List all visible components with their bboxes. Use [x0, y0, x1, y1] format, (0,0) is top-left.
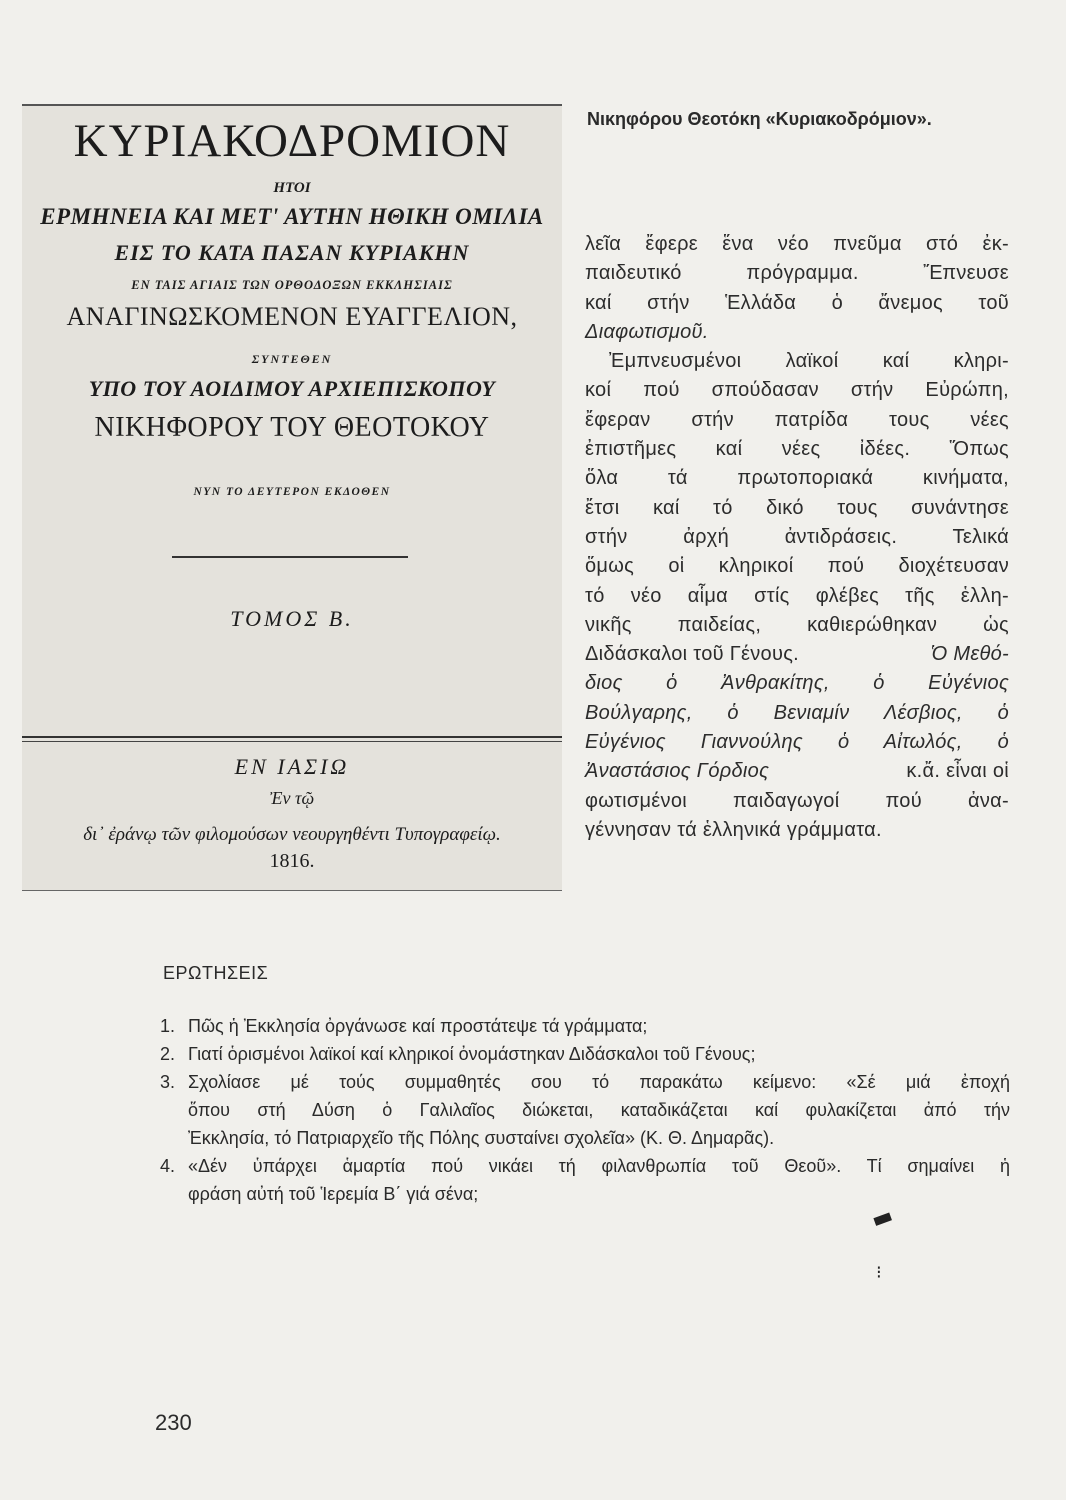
body-line: Βούλγαρης, ὁ Βενιαμίν Λέσβιος, ὁ: [585, 701, 1009, 724]
image-caption: Νικηφόρου Θεοτόκη «Κυριακοδρόμιον».: [587, 109, 932, 129]
question-number: 3.: [160, 1072, 176, 1092]
body-text: [585, 230, 1009, 845]
body-line: φωτισμένοι παιδαγωγοί πού ἀνα-: [585, 789, 1009, 812]
body-line: ἐπιστῆμες καί νέες ἰδέες. Ὅπως: [585, 438, 1009, 461]
title-page-printer: δι᾽ ἐράνῳ τῶν φιλομούσων νεουργηθέντι Τυπογραφείῳ.: [83, 824, 501, 845]
question-item: [160, 1040, 1010, 1068]
title-page-itoi: ΗΤΟΙ: [273, 180, 311, 196]
title-page-rule-thick: [22, 736, 562, 738]
title-page-line-3: ΕΝ ΤΑΙΣ ΑΓΙΑΙΣ ΤΩΝ ΟΡΘΟΔΟΞΩΝ ΕΚΚΛΗΣΙΑΙΣ: [131, 278, 453, 292]
body-line-mixed: [585, 757, 1009, 786]
title-page-line-6: ΥΠΟ ΤΟΥ ΑΟΙΔΙΜΟΥ ΑΡΧΙΕΠΙΣΚΟΠΟΥ: [88, 376, 496, 401]
question-line: ὅπου στή Δύση ὁ Γαλιλαῖος διώκεται, καταδικάζεται καί φυλακίζεται ἀπό τήν: [188, 1100, 1010, 1120]
body-line-part: Ὁ Μεθό-: [930, 643, 1009, 666]
body-line: γέννησαν τά ἑλληνικά γράμματα.: [585, 818, 882, 841]
body-line: καί στήν Ἑλλάδα ὁ ἄνεμος τοῦ: [585, 291, 1009, 314]
question-line: «Δέν ὑπάρχει ἁμαρτία πού νικάει τή φιλανθρωπία τοῦ Θεοῦ». Τί σημαίνει ἡ: [188, 1156, 1010, 1176]
body-line-part: κ.ἄ. εἶναι οἱ: [906, 760, 1009, 783]
title-page-line-5: ΣΥΝΤΕΘΕΝ: [251, 352, 333, 366]
scan-mark: ⁝: [876, 1262, 882, 1283]
title-page-en-to: Ἐν τῷ: [269, 788, 315, 808]
body-line: Εὐγένιος Γιαννούλης ὁ Αἰτωλός, ὁ: [585, 731, 1009, 754]
question-line: Σχολίασε μέ τούς συμμαθητές σου τό παρακάτω κείμενο: «Σέ μιά ἐποχή: [188, 1072, 1010, 1092]
title-page-line-1: ΕΡΜΗΝΕΙΑ ΚΑΙ ΜΕΤ' ΑΥΤΗΝ ΗΘΙΚΗ ΟΜΙΛΙΑ: [40, 204, 544, 229]
question-number: 4.: [160, 1156, 176, 1176]
question-line: Πῶς ἡ Ἐκκλησία ὀργάνωσε καί προστάτεψε τά γράμματα;: [188, 1016, 648, 1036]
question-line: φράση αὐτή τοῦ Ἱερεμία Β΄ γιά σένα;: [188, 1184, 479, 1204]
title-page-main-title: ΚΥΡΙΑΚΟΔΡΟΜΙΟΝ: [73, 115, 511, 167]
title-page-image: [22, 104, 562, 891]
body-line: κοί πού σπούδασαν στήν Εὐρώπη,: [585, 379, 1009, 402]
title-page-divider: [172, 556, 408, 558]
body-line: ὅλα τά πρωτοποριακά κινήματα,: [585, 467, 1009, 490]
title-page-place: ΕΝ ΙΑΣΙΩ: [234, 754, 350, 779]
title-page-year: 1816.: [269, 850, 315, 872]
body-line-part: Ἀναστάσιος Γόρδιος: [585, 760, 770, 783]
body-line: λεῖα ἔφερε ἕνα νέο πνεῦμα στό ἐκ-: [585, 233, 1009, 255]
body-line: Ἐμπνευσμένοι λαϊκοί καί κληρι-: [609, 350, 1009, 373]
question-line: Γιατί ὁρισμένοι λαϊκοί καί κληρικοί ὀνομάστηκαν Διδάσκαλοι τοῦ Γένους;: [188, 1044, 756, 1064]
question-item: [160, 1068, 1010, 1152]
body-line: ἔτσι καί τό δικό τους συνάντησε: [585, 496, 1009, 519]
body-line-part: Διδάσκαλοι τοῦ Γένους.: [585, 643, 800, 666]
body-line: νικῆς παιδείας, καθιερώθηκαν ὡς: [585, 613, 1009, 636]
title-page-rule-thin: [22, 741, 562, 742]
title-page-line-2: ΕΙΣ ΤΟ ΚΑΤΑ ΠΑΣΑΝ ΚΥΡΙΑΚΗΝ: [114, 240, 470, 265]
body-line: παιδευτικό πρόγραμμα. Ἔπνευσε: [585, 262, 1009, 285]
body-line: ἔφεραν στήν πατρίδα τους νέες: [585, 408, 1009, 431]
body-line: διος ὁ Ἀνθρακίτης, ὁ Εὐγένιος: [585, 672, 1009, 695]
body-line-mixed: [585, 640, 1009, 669]
question-number: 1.: [160, 1016, 176, 1036]
body-line: τό νέο αἷμα στίς φλέβες τῆς ἑλλη-: [585, 584, 1009, 607]
page-number: 230: [155, 1410, 192, 1435]
title-page-line-8: ΝΥΝ ΤΟ ΔΕΥΤΕΡΟΝ ΕΚΔΟΘΕΝ: [193, 486, 391, 498]
questions-title: ΕΡΩΤΗΣΕΙΣ: [163, 963, 269, 983]
title-page-line-7: ΝΙΚΗΦΟΡΟΥ ΤΟΥ ΘΕΟΤΟΚΟΥ: [94, 412, 490, 443]
title-page-volume: ΤΟΜΟΣ Β.: [230, 606, 354, 631]
question-number: 2.: [160, 1044, 176, 1064]
title-page-line-4: ΑΝΑΓΙΝΩΣΚΟΜΕΝΟΝ ΕΥΑΓΓΕΛΙΟΝ,: [66, 302, 518, 331]
body-line: ὅμως οἱ κληρικοί πού διοχέτευσαν: [585, 555, 1009, 578]
question-item: [160, 1152, 1010, 1208]
questions-list: [160, 1012, 1010, 1208]
question-item: [160, 1012, 1010, 1040]
body-line: στήν ἀρχή ἀντιδράσεις. Τελικά: [585, 525, 1009, 548]
body-line: Διαφωτισμοῦ.: [585, 320, 709, 343]
question-line: Ἐκκλησία, τό Πατριαρχεῖο τῆς Πόλης συσταίνει σχολεῖα» (Κ. Θ. Δημαρᾶς).: [188, 1128, 775, 1148]
scan-mark: ▬: [868, 1203, 897, 1234]
